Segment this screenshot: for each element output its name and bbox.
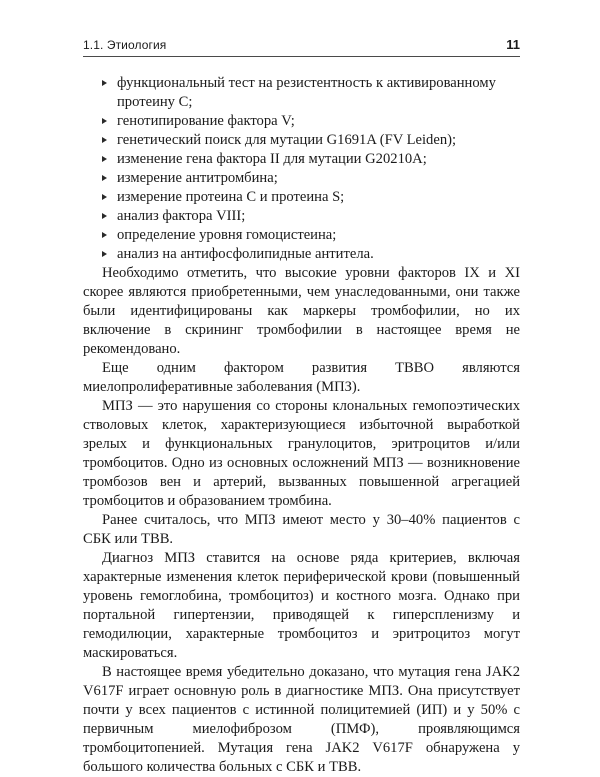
list-item	[83, 150, 520, 169]
list-item	[83, 245, 520, 264]
list-item	[83, 74, 520, 112]
page-body	[83, 74, 520, 777]
bullet-triangle-icon	[102, 232, 107, 238]
list-item-text: определение уровня гомоцистеина;	[117, 227, 337, 243]
paragraph: В настоящее время убедительно доказано, что мутация гена JAK2 V617F играет основную роль в диагностике МПЗ. Она присутствует почти у всех пациентов с истинной полицитемией (ИП) и у 50% с первичным миелофиброзом (ПМФ), проявляющимся тромбоцитопенией. Мутация гена JAK2 V617F обнаружена у большого количества больных с СБК и ТВВ.	[83, 664, 520, 775]
paragraph: Необходимо отметить, что высокие уровни факторов IX и XI скорее являются приобретенными, чем унаследованными, они также были идентифицированы как маркеры тромбофилии, но их включение в скрининг тромбофилии в настоящее время не рекомендовано.	[83, 265, 520, 357]
bullet-triangle-icon	[102, 156, 107, 162]
list-item	[83, 188, 520, 207]
list-item	[83, 131, 520, 150]
bullet-triangle-icon	[102, 251, 107, 257]
list-item-text: анализ на антифосфолипидные антитела.	[117, 246, 374, 262]
list-item-text: функциональный тест на резистентность к активированному протеину С;	[117, 75, 496, 110]
bullet-triangle-icon	[102, 175, 107, 181]
paragraph: Ранее считалось, что МПЗ имеют место у 30–40% пациентов с СБК или ТВВ.	[83, 512, 520, 547]
list-item	[83, 207, 520, 226]
list-item-text: измерение протеина С и протеина S;	[117, 189, 345, 205]
bullet-triangle-icon	[102, 137, 107, 143]
paragraph: Диагноз МПЗ ставится на основе ряда критериев, включая характерные изменения клеток периферической крови (повышенный уровень гемоглобина, тромбоцитоз) и костного мозга. Однако при портальной гипертензии, приводящей к гиперспленизму и гемодилюции, характерные тромбоцитоз и эритроцитоз могут маскироваться.	[83, 550, 520, 661]
bullet-triangle-icon	[102, 80, 107, 86]
paragraph: МПЗ — это нарушения со стороны клональных гемопоэтических стволовых клеток, характеризующиеся избыточной выработкой зрелых и функциональных гранулоцитов, эритроцитов и/или тромбоцитов. Одно из основных осложнений МПЗ — возникновение тромбозов вен и артерий, вызванных повышенной агрегацией тромбоцитов и образованием тромбина.	[83, 398, 520, 509]
book-page	[83, 38, 520, 777]
bullet-triangle-icon	[102, 118, 107, 124]
list-item-text: изменение гена фактора II для мутации G20210A;	[117, 151, 427, 167]
bullet-triangle-icon	[102, 194, 107, 200]
bullet-triangle-icon	[102, 213, 107, 219]
list-item-text: генетический поиск для мутации G1691A (FV Leiden);	[117, 132, 457, 148]
section-title: 1.1. Этиология	[83, 38, 167, 52]
paragraph: Еще одним фактором развития ТВВО являются миелопролиферативные заболевания (МПЗ).	[83, 360, 520, 395]
list-item-text: анализ фактора VIII;	[117, 208, 246, 224]
list-item	[83, 226, 520, 245]
list-item-text: генотипирование фактора V;	[117, 113, 295, 129]
list-item-text: измерение антитромбина;	[117, 170, 278, 186]
test-list	[83, 74, 520, 264]
list-item	[83, 112, 520, 131]
running-header	[83, 38, 520, 57]
list-item	[83, 169, 520, 188]
page-number: 11	[506, 37, 520, 52]
